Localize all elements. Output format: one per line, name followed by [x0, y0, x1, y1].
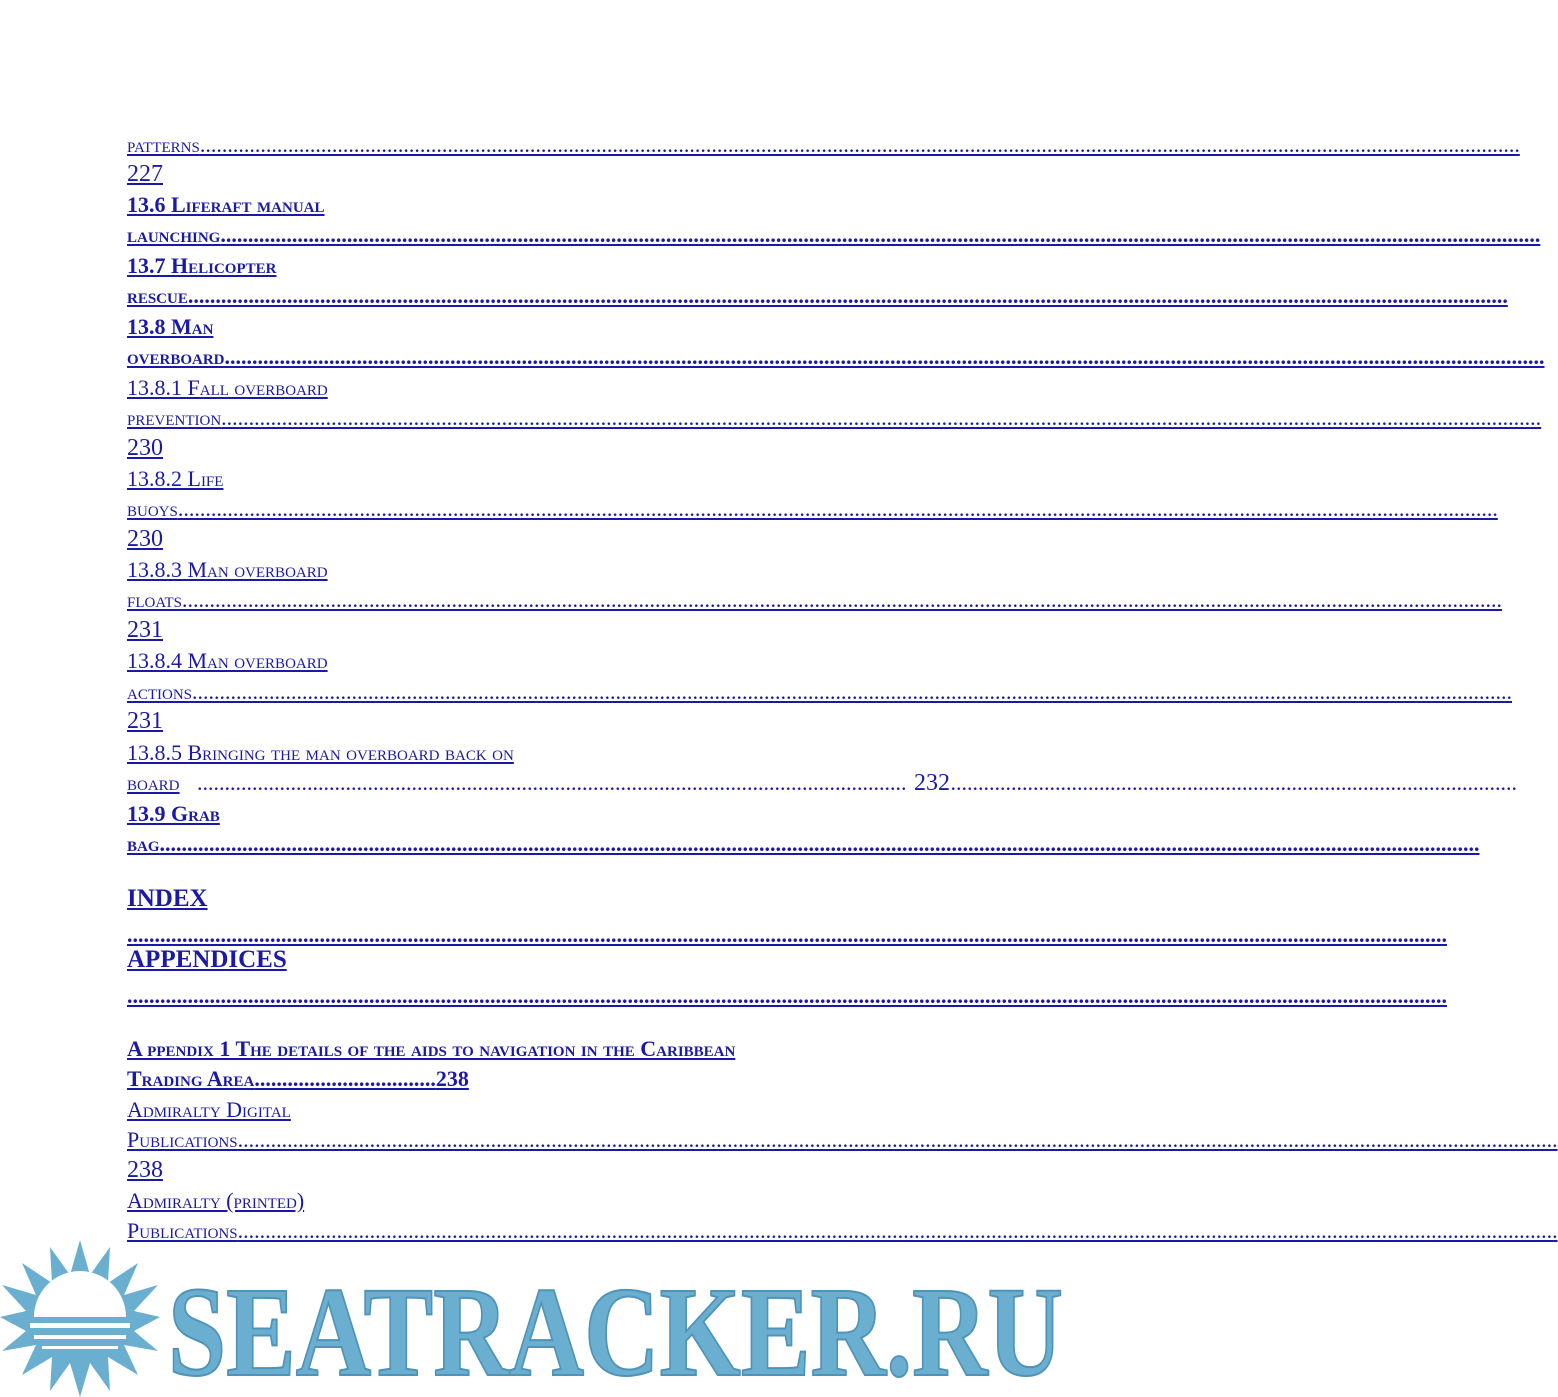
toc-entry-buoys[interactable]: buoys .....: [127, 494, 953, 524]
toc-heading-appendices[interactable]: APPENDICES: [127, 946, 287, 973]
toc-page-238-b[interactable]: 238: [127, 1157, 163, 1183]
toc-entry-13-7[interactable]: 13.7 Helicopter: [127, 253, 277, 278]
toc-entry-actions[interactable]: actions .....: [127, 677, 953, 707]
toc-appendix-1-trading-area[interactable]: Trading Area.................................238: [127, 1066, 469, 1091]
toc-entry-13-8-2[interactable]: 13.8.2 Life: [127, 466, 224, 491]
toc-entry-floats[interactable]: floats .....: [127, 585, 953, 615]
toc-page-230-a[interactable]: 230: [127, 435, 163, 461]
toc-appendix-1[interactable]: A ppendix 1 The details of the aids to navigation in the Caribbean: [127, 1036, 736, 1061]
toc-entry-13-8-4[interactable]: 13.8.4 Man overboard: [127, 648, 328, 673]
toc-page-231-b[interactable]: 231: [127, 708, 163, 734]
toc-entry-launching[interactable]: launching .....: [127, 220, 953, 250]
toc-entry-publications-printed[interactable]: Publications .....: [127, 1216, 953, 1246]
toc-page-227[interactable]: 227: [127, 161, 163, 187]
toc-entry-admiralty-digital[interactable]: Admiralty Digital: [127, 1097, 291, 1122]
sun-burst-icon: [0, 1240, 160, 1397]
toc-entry-13-6[interactable]: 13.6 Liferaft manual: [127, 192, 325, 217]
toc-entry-rescue[interactable]: rescue .....: [127, 281, 953, 311]
toc-entry-prevention[interactable]: prevention .....: [127, 403, 953, 433]
watermark-text: SEATRACKER.RU: [168, 1261, 1063, 1397]
toc-entry-13-9[interactable]: 13.9 Grab: [127, 801, 220, 826]
toc-entry-13-8-3[interactable]: 13.8.3 Man overboard: [127, 557, 328, 582]
toc-heading-index[interactable]: INDEX: [127, 885, 208, 912]
toc-entry-board[interactable]: board ..... 232: [127, 768, 950, 798]
toc-entry-patterns[interactable]: patterns .....: [127, 130, 953, 160]
watermark-logo: [0, 1235, 1080, 1397]
toc-entry-overboard[interactable]: overboard .....: [127, 342, 953, 372]
toc-page-230-b[interactable]: 230: [127, 526, 163, 552]
toc-page-232: 232: [908, 768, 950, 798]
toc-page-231-a[interactable]: 231: [127, 617, 163, 643]
toc-entry-13-8[interactable]: 13.8 Man: [127, 314, 214, 339]
toc-appendices-dots[interactable]: [127, 981, 953, 1011]
toc-entry-admiralty-printed[interactable]: Admiralty (printed): [127, 1188, 305, 1213]
toc-page-238-a: 238: [435, 1066, 469, 1091]
toc-entry-bag[interactable]: bag .....: [127, 829, 953, 859]
toc-entry-13-8-1[interactable]: 13.8.1 Fall overboard: [127, 375, 328, 400]
toc-entry-13-8-5[interactable]: 13.8.5 Bringing the man overboard back on: [127, 740, 514, 765]
toc-entry-publications-digital[interactable]: Publications .....: [127, 1125, 953, 1155]
